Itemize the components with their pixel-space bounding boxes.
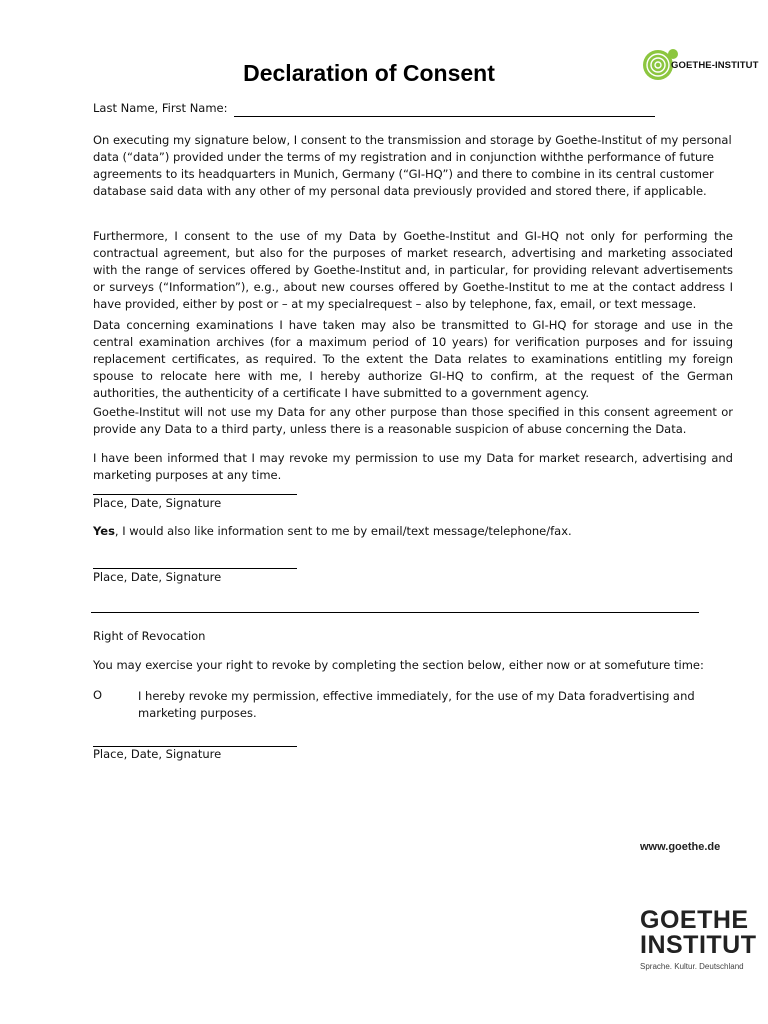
footer-logo-line2: INSTITUT <box>640 931 757 959</box>
paragraph-consent-storage: On executing my signature below, I consent to the transmission and storage by Goethe-Institut of my personal data (“data”) provided under the terms of my registration and in conjunction withthe performance of future agreements to its headquarters in Munich, Germany (“GI-HQ”) and there to combine in its central customer database said data with any other of my personal data previously provided and stored there, if applicable. <box>93 133 732 198</box>
paragraph-examination-data: Data concerning examinations I have taken may also be transmitted to GI-HQ for storage and use in the central examination archives (for a maximum period of 10 years) for verification purposes and for issuing replacement certificates, as required. To the extent the Data relates to examinations entitling my foreign spouse to relocate here with me, I hereby authorize GI-HQ to confirm, at the request of the German authorities, the authenticity of a certificate I have submitted to a government agency. <box>93 318 733 400</box>
paragraph-consent-marketing: Furthermore, I consent to the use of my Data by Goethe-Institut and GI-HQ not only for performing the contractual agreement, but also for the purposes of market research, advertising and marketing associated with the range of services offered by Goethe-Institut and, in particular, for providing relevant advertisements or surveys (“Information”), e.g., about new courses offered by Goethe-Institut to me at the contact address I have provided, either by post or – at my specialrequest – also by telephone, fax, email, or text message. <box>93 229 733 311</box>
signature-line-2[interactable] <box>93 568 297 569</box>
signature-label-1: Place, Date, Signature <box>93 496 222 510</box>
revoke-option-text: I hereby revoke my permission, effective immediately, for the use of my Data foradvertising and marketing purposes. <box>138 689 695 720</box>
page-title: Declaration of Consent <box>243 60 495 86</box>
revocation-intro: You may exercise your right to revoke by completing the section below, either now or at somefuture time: <box>93 658 704 672</box>
yes-option-text: , I would also like information sent to me by email/text message/telephone/fax. <box>114 524 572 538</box>
paragraph-no-third-party: Goethe-Institut will not use my Data for any other purpose than those specified in this consent agreement or provide any Data to a third party, unless there is a reasonable suspicion of abuse concerning the Data. <box>93 405 733 436</box>
logo-wordmark: GOETHE-INSTITUT <box>671 60 759 71</box>
signature-label-2: Place, Date, Signature <box>93 570 222 584</box>
footer-url: www.goethe.de <box>640 841 721 853</box>
name-field-label: Last Name, First Name: <box>93 101 228 115</box>
goethe-footer-logo <box>640 908 757 971</box>
name-input-line[interactable] <box>234 116 655 117</box>
footer-tagline: Sprache. Kultur. Deutschland <box>640 962 744 971</box>
signature-line-1[interactable] <box>93 494 297 495</box>
yes-option <box>93 523 733 540</box>
section-divider <box>91 612 699 613</box>
signature-label-3: Place, Date, Signature <box>93 747 222 761</box>
yes-word: Yes <box>93 524 115 538</box>
footer-logo-line1: GOETHE <box>640 906 749 934</box>
revocation-heading: Right of Revocation <box>93 629 206 643</box>
revoke-checkbox[interactable]: O <box>93 688 103 702</box>
paragraph-revoke-info: I have been informed that I may revoke my permission to use my Data for market research, advertising and marketing purposes at any time. <box>93 451 733 482</box>
